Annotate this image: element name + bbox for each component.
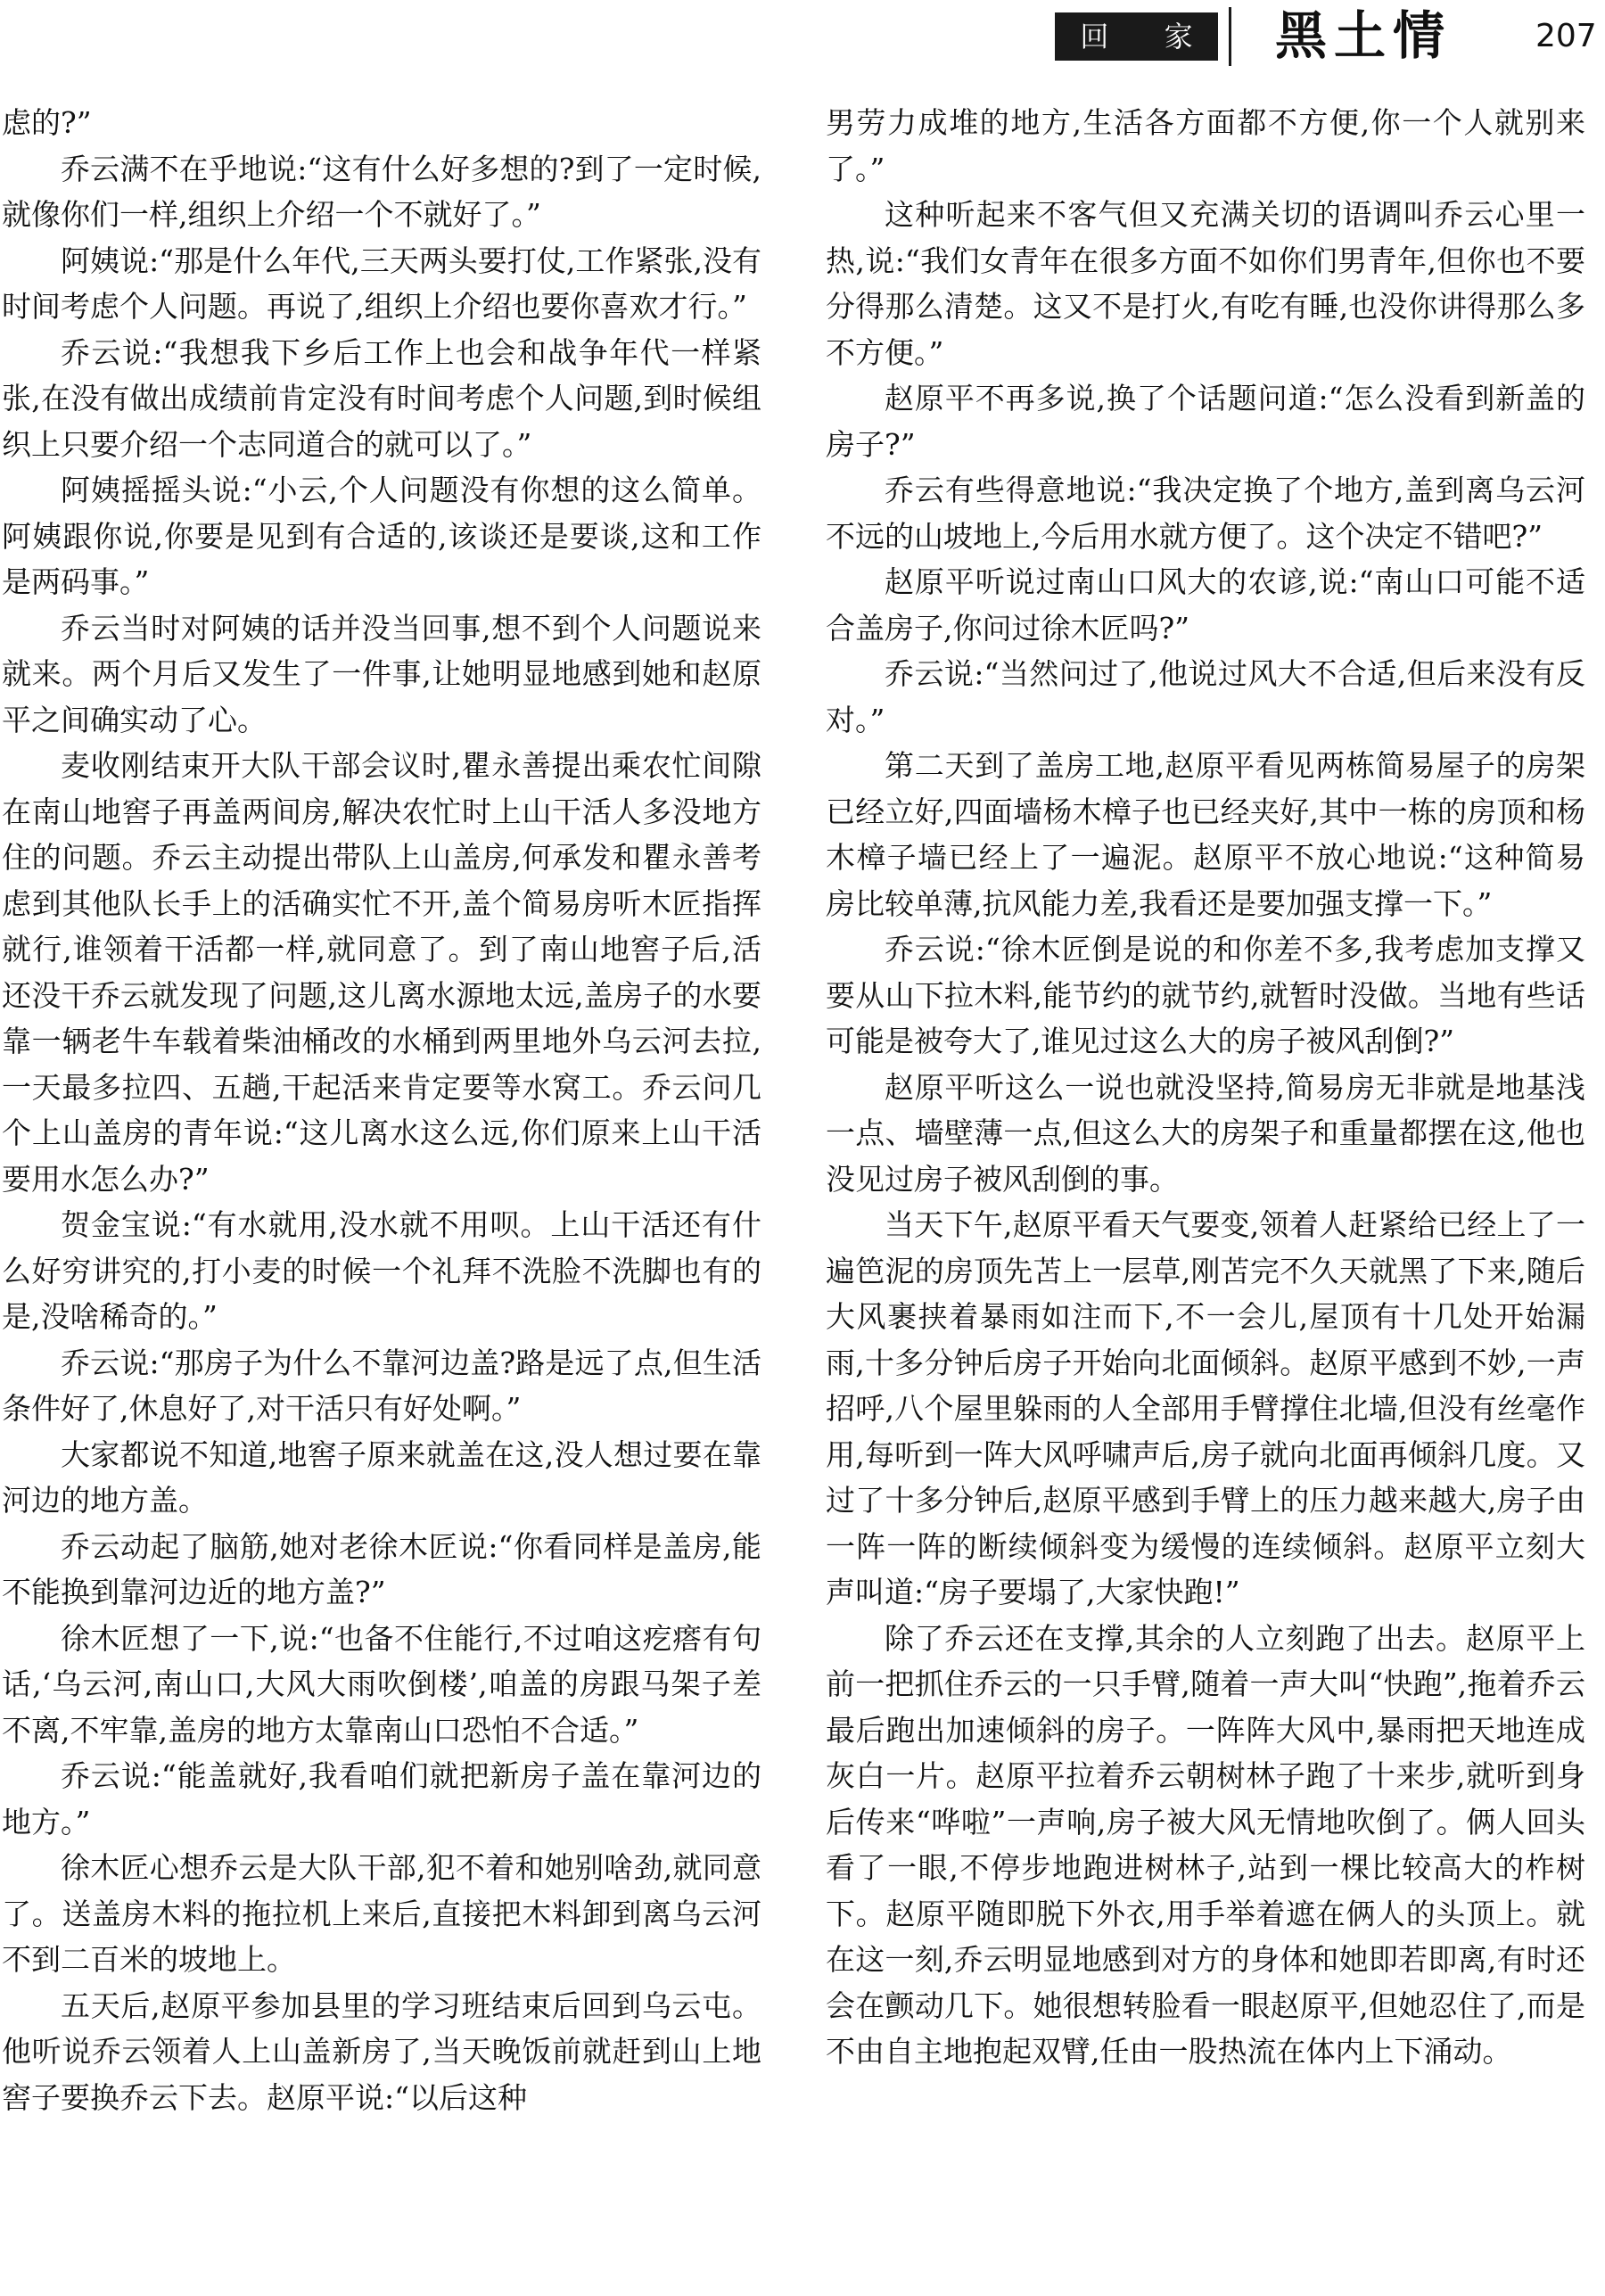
paragraph: 赵原平听说过南山口风大的农谚,说:“南山口可能不适合盖房子,你问过徐木匠吗?” [826, 564, 1585, 646]
section-tag: 回 家 [1055, 12, 1218, 61]
page-number: 207 [1535, 18, 1597, 54]
right-column [826, 100, 1585, 2075]
paragraph: 赵原平不再多说,换了个话题问道:“怎么没看到新盖的房子?” [826, 381, 1585, 462]
paragraph: 乔云说:“那房子为什么不靠河边盖?路是远了点,但生活条件好了,休息好了,对干活只有好处啊。” [2, 1345, 761, 1426]
paragraph: 麦收刚结束开大队干部会议时,瞿永善提出乘农忙间隙在南山地窖子再盖两间房,解决农忙时上山干活人多没地方住的问题。乔云主动提出带队上山盖房,何承发和瞿永善考虑到其他队长手上的活确实忙不开,盖个简易房听木匠指挥就行,谁领着干活都一样,就同意了。到了南山地窖子后,活还没干乔云就发现了问题,这儿离水源地太远,盖房子的水要靠一辆老牛车载着柴油桶改的水桶到两里地外乌云河去拉,一天最多拉四、五趟,干起活来肯定要等水窝工。乔云问几个上山盖房的青年说:“这儿离水这么远,你们原来上山干活要用水怎么办?” [2, 748, 761, 1197]
paragraph: 乔云当时对阿姨的话并没当回事,想不到个人问题说来就来。两个月后又发生了一件事,让她明显地感到她和赵原平之间确实动了心。 [2, 610, 761, 737]
paragraph: 徐木匠心想乔云是大队干部,犯不着和她别啥劲,就同意了。送盖房木料的拖拉机上来后,直接把木料卸到离乌云河不到二百米的坡地上。 [2, 1850, 761, 1977]
left-column [2, 100, 761, 2120]
paragraph: 阿姨摇摇头说:“小云,个人问题没有你想的这么简单。阿姨跟你说,你要是见到有合适的,该谈还是要谈,这和工作是两码事。” [2, 473, 761, 599]
paragraph: 除了乔云还在支撑,其余的人立刻跑了出去。赵原平上前一把抓住乔云的一只手臂,随着一声大叫“快跑”,拖着乔云最后跑出加速倾斜的房子。一阵阵大风中,暴雨把天地连成灰白一片。赵原平拉着乔云朝树林子跑了十来步,就听到身后传来“哗啦”一声响,房子被大风无情地吹倒了。俩人回头看了一眼,不停步地跑进树林子,站到一棵比较高大的柞树下。赵原平随即脱下外衣,用手举着遮在俩人的头顶上。就在这一刻,乔云明显地感到对方的身体和她即若即离,有时还会在颤动几下。她很想转脸看一眼赵原平,但她忍住了,而是不由自主地抱起双臂,任由一股热流在体内上下涌动。 [826, 1620, 1585, 2069]
paragraph: 贺金宝说:“有水就用,没水就不用呗。上山干活还有什么好穷讲究的,打小麦的时候一个礼拜不洗脸不洗脚也有的是,没啥稀奇的。” [2, 1207, 761, 1334]
header-divider [1229, 7, 1231, 66]
paragraph: 男劳力成堆的地方,生活各方面都不方便,你一个人就别来了。” [826, 105, 1585, 186]
paragraph: 乔云说:“我想我下乡后工作上也会和战争年代一样紧张,在没有做出成绩前肯定没有时间考虑个人问题,到时候组织上只要介绍一个志同道合的就可以了。” [2, 334, 761, 462]
paragraph: 虑的?” [2, 105, 92, 140]
page-header [0, 0, 1605, 75]
paragraph: 第二天到了盖房工地,赵原平看见两栋简易屋子的房架已经立好,四面墙杨木樟子也已经夹好,其中一栋的房顶和杨木樟子墙已经上了一遍泥。赵原平不放心地说:“这种简易房比较单薄,抗风能力差,我看还是要加强支撑一下。” [826, 748, 1585, 921]
paragraph: 徐木匠想了一下,说:“也备不住能行,不过咱这疙瘩有句话,‘乌云河,南山口,大风大雨吹倒楼’,咱盖的房跟马架子差不离,不牢靠,盖房的地方太靠南山口恐怕不合适。” [2, 1620, 761, 1748]
paragraph: 大家都说不知道,地窖子原来就盖在这,没人想过要在靠河边的地方盖。 [2, 1436, 761, 1518]
paragraph: 阿姨说:“那是什么年代,三天两头要打仗,工作紧张,没有时间考虑个人问题。再说了,组织上介绍也要你喜欢才行。” [2, 243, 761, 324]
paragraph: 这种听起来不客气但又充满关切的语调叫乔云心里一热,说:“我们女青年在很多方面不如你们男青年,但你也不要分得那么清楚。这又不是打火,有吃有睡,也没你讲得那么多不方便。” [826, 197, 1585, 370]
paragraph: 乔云说:“当然问过了,他说过风大不合适,但后来没有反对。” [826, 656, 1585, 737]
paragraph: 乔云有些得意地说:“我决定换了个地方,盖到离乌云河不远的山坡地上,今后用水就方便了。这个决定不错吧?” [826, 473, 1585, 554]
paragraph: 乔云说:“能盖就好,我看咱们就把新房子盖在靠河边的地方。” [2, 1758, 761, 1839]
magazine-logo: 黑土情 [1275, 5, 1453, 66]
paragraph: 乔云说:“徐木匠倒是说的和你差不多,我考虑加支撑又要从山下拉木料,能节约的就节约,就暂时没做。当地有些话可能是被夸大了,谁见过这么大的房子被风刮倒?” [826, 932, 1585, 1058]
paragraph: 赵原平听这么一说也就没坚持,简易房无非就是地基浅一点、墙壁薄一点,但这么大的房架子和重量都摆在这,他也没见过房子被风刮倒的事。 [826, 1069, 1585, 1197]
paragraph: 当天下午,赵原平看天气要变,领着人赶紧给已经上了一遍笆泥的房顶先苫上一层草,刚苫完不久天就黑了下来,随后大风裹挟着暴雨如注而下,不一会儿,屋顶有十几处开始漏雨,十多分钟后房子开始向北面倾斜。赵原平感到不妙,一声招呼,八个屋里躲雨的人全部用手臂撑住北墙,但没有丝毫作用,每听到一阵大风呼啸声后,房子就向北面再倾斜几度。又过了十多分钟后,赵原平感到手臂上的压力越来越大,房子由一阵一阵的断续倾斜变为缓慢的连续倾斜。赵原平立刻大声叫道:“房子要塌了,大家快跑!” [826, 1207, 1585, 1609]
paragraph: 乔云满不在乎地说:“这有什么好多想的?到了一定时候,就像你们一样,组织上介绍一个不就好了。” [2, 151, 761, 232]
paragraph: 乔云动起了脑筋,她对老徐木匠说:“你看同样是盖房,能不能换到靠河边近的地方盖?” [2, 1528, 761, 1609]
paragraph: 五天后,赵原平参加县里的学习班结束后回到乌云屯。他听说乔云领着人上山盖新房了,当天晚饭前就赶到山上地窖子要换乔云下去。赵原平说:“以后这种 [2, 1987, 761, 2115]
